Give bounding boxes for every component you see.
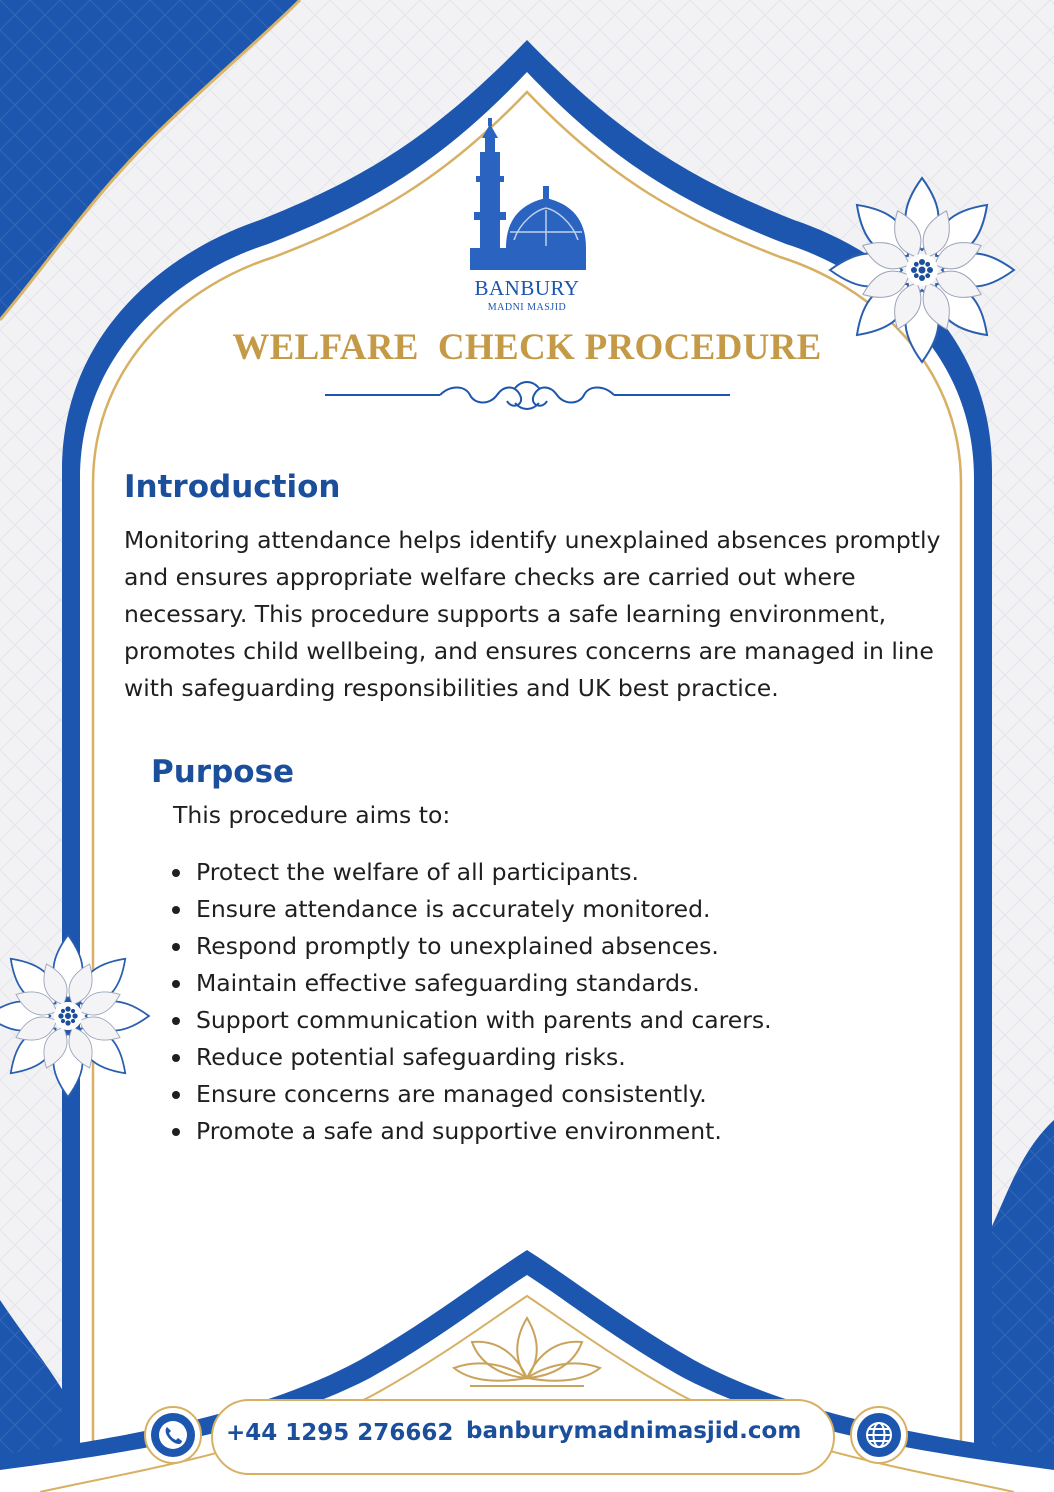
list-item: Maintain effective safeguarding standards. [170,965,772,1002]
purpose-intro: This procedure aims to: [173,801,451,829]
list-item: Respond promptly to unexplained absences. [170,928,772,965]
page-title: WELFARE CHECK PROCEDURE [232,327,822,368]
phone-number[interactable]: +44 1295 276662 [226,1420,454,1446]
brand-subtitle: MADNI MASJID [487,302,567,313]
list-item: Promote a safe and supportive environment. [170,1113,772,1150]
website-link[interactable]: banburymadnimasjid.com [466,1418,802,1444]
introduction-body: Monitoring attendance helps identify unexplained absences promptly and ensures appropriate welfare checks are carried out where necessary. This procedure supports a safe learning environment, promotes child wellbeing, and ensures concerns are managed in line with safeguarding responsibilities and UK best practice. [124,526,941,702]
globe-icon[interactable] [850,1406,908,1464]
list-item: Reduce potential safeguarding risks. [170,1039,772,1076]
phone-icon[interactable] [144,1406,202,1464]
list-item: Protect the welfare of all participants. [170,854,772,891]
list-item: Support communication with parents and carers. [170,1002,772,1039]
list-item: Ensure attendance is accurately monitored. [170,891,772,928]
aims-list [170,854,772,1150]
introduction-heading: Introduction [124,469,341,505]
list-item: Ensure concerns are managed consistently. [170,1076,772,1113]
purpose-heading: Purpose [151,754,295,790]
brand-name: BANBURY [474,276,580,300]
